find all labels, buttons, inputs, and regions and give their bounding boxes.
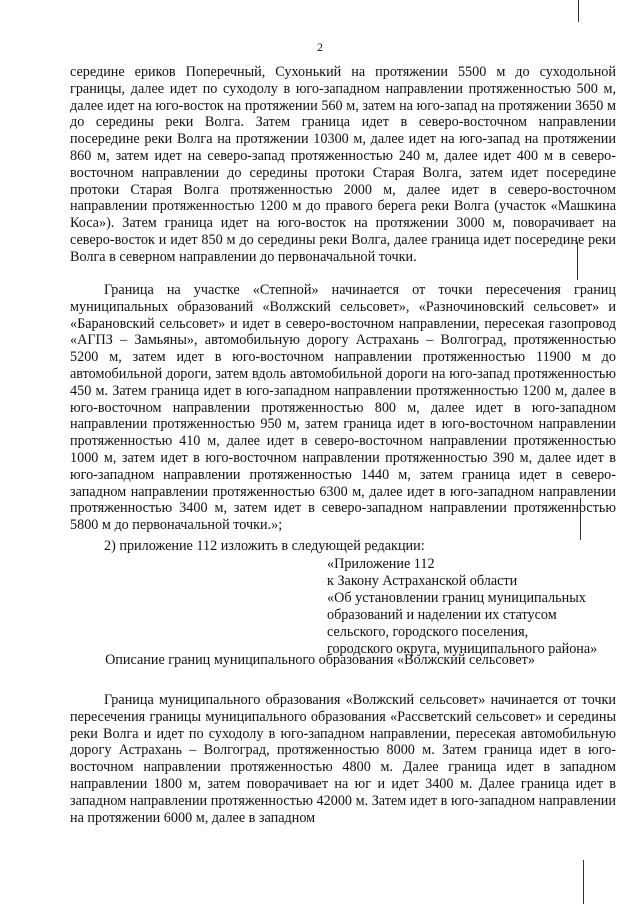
section-heading: Описание границ муниципального образования «Волжский сельсовет» xyxy=(105,652,535,668)
text-section-3 xyxy=(70,538,616,555)
page-number: 2 xyxy=(317,40,323,54)
appendix-line: городского округа, муниципального района» xyxy=(327,641,598,657)
appendix-line: «Приложение 112 xyxy=(327,556,435,572)
text-section-2 xyxy=(70,282,616,534)
appendix-line: к Закону Астраханской области xyxy=(327,573,518,589)
paragraph-boundary-description: Граница муниципального образования «Волжский сельсовет» начинается от точки пересечения границы муниципального образования «Рассветский сельсовет» и середины реки Волга и идет по суходолу в юго-западном направлении, пересекая автомобильную дорогу Астрахань – Волгоград, протяженностью 8000 м. Затем граница идет в юго-восточном направлении протяженностью 4800 м. Далее граница идет в западном направлении 1800 м, затем поворачивает на юг и идет 3400 м. Далее граница идет в западном направлении протяженностью 42000 м. Затем идет в юго-западном направлении на протяжении 6000 м, далее в западном xyxy=(70,692,616,826)
appendix-line: «Об установлении границ муниципальных xyxy=(327,590,586,606)
paragraph-stepnoy-section: Граница на участке «Степной» начинается от точки пересечения границ муниципальных образований «Волжский сельсовет», «Разночиновский сельсовет» и «Барановский сельсовет» и идет в северо-восточном направлении, пересекая газопровод «АГПЗ – Замьяны», автомобильную дорогу Астрахань – Волгоград, протяженностью 5200 м, затем идет в юго-восточном направлении протяженностью 11900 м до автомобильной дороги, затем вдоль автомобильной дороги на юго-запад протяженностью 450 м. Затем граница идет в юго-западном направлении протяженностью 1200 м, далее в юго-восточном направлении протяженностью 800 м, далее идет в юго-западном направлении протяженностью 950 м, затем граница идет в юго-восточном направлении протяженностью 410 м, далее идет в северо-восточном направлении протяженностью 1000 м, затем идет в юго-восточном направлении протяженностью 390 м, далее идет в юго-западном направлении протяженностью 1440 м, затем граница идет в северо-западном направлении протяженностью 6300 м, далее идет в юго-западном направлении протяженностью 3400 м, затем идет в северо-западном направлении протяженностью 5800 м до первоначальной точки.»; xyxy=(70,282,616,534)
appendix-line: образований и наделении их статусом xyxy=(327,607,557,623)
margin-line xyxy=(578,0,579,22)
text-section-4 xyxy=(70,692,616,826)
appendix-header xyxy=(327,556,607,658)
margin-line xyxy=(583,860,584,904)
text-section-1 xyxy=(70,64,616,266)
list-item-2: 2) приложение 112 изложить в следующей редакции: xyxy=(104,538,425,554)
paragraph-continuation: середине ериков Поперечный, Сухонький на протяжении 5500 м до суходольной границы, далее идет по суходолу в юго-западном направлении протяженностью 500 м, далее идет на юго-восток на протяжении 560 м, затем на юго-запад на протяжении 3650 м до середины реки Волга. Затем граница идет в северо-восточном направлении посередине реки Волга на протяжении 10300 м, далее идет на юго-запад на протяжении 860 м, затем идет на северо-запад протяженностью 240 м, далее идет 400 м в северо-восточном направлении до середины протоки Старая Волга, затем идет посередине протоки Старая Волга протяженностью 2000 м, далее идет в северо-восточном направлении протяженностью 1200 м до правого берега реки Волга (участок «Машкина Коса»). Затем граница идет на юго-восток на протяжении 3000 м, поворачивает на северо-восток и идет 850 м до середины реки Волга, далее граница идет посередине реки Волга в северном направлении до первоначальной точки. xyxy=(70,64,616,265)
appendix-line: сельского, городского поселения, xyxy=(327,624,529,640)
